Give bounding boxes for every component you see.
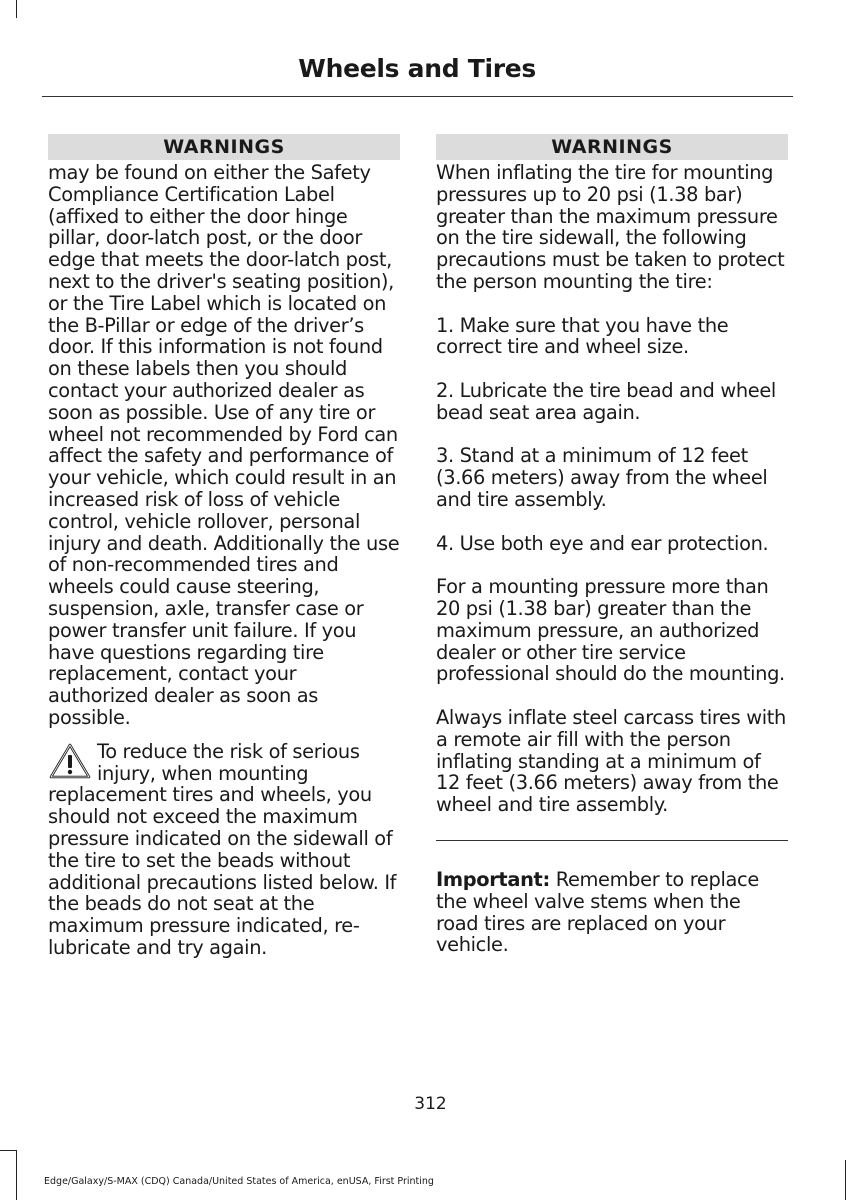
right-column [436, 134, 788, 956]
page-title: Wheels and Tires [298, 54, 536, 83]
warning-triangle-icon [48, 741, 92, 783]
title-rule [42, 96, 793, 97]
list-item: 4. Use both eye and ear protection. [436, 531, 769, 555]
crop-mark [0, 1150, 16, 1151]
important-note [436, 869, 788, 956]
warning-continued-text: may be found on either the Safety Compliance Certification Label (affixed to either the door hinge pillar, door-latch post, or the door edge that meets the door-latch post, next to the driver's seating position), or the Tire Label which is located on the B-Pillar or edge of the driver’s door. If this information is not found on these labels then you should contact your authorized dealer as soon as possible. Use of any tire or wheel not recommended by Ford can affect the safety and performance of your vehicle, which could result in an increased risk of loss of vehicle control, vehicle rollover, personal injury and death. Additionally the use of non-recommended tires and wheels could cause steering, suspension, axle, transfer case or power transfer unit failure. If you have questions regarding tire replacement, contact your authorized dealer as soon as possible. [48, 161, 400, 729]
warnings-heading: WARNINGS [436, 134, 788, 160]
warning-block [48, 741, 400, 959]
inflation-intro: When inflating the tire for mounting pressures up to 20 psi (1.38 bar) greater than the maximum pressure on the tire sidewall, the following precautions must be taken to protect the person mounting the tire: [436, 161, 785, 293]
steel-carcass-paragraph: Always inflate steel carcass tires with a remote air fill with the person inflating standing at a minimum of 12 feet (3.66 meters) away from the wheel and tire assembly. [436, 705, 786, 817]
separator-rule [436, 840, 788, 841]
crop-mark [845, 1160, 846, 1200]
warning-text: To reduce the risk of serious injury, when mounting replacement tires and wheels, you should not exceed the maximum pressure indicated on the sidewall of the tire to set the beads without additional precautions listed below. If the beads do not seat at the maximum pressure indicated, re-lubricate and try again. [48, 739, 397, 959]
important-label: Important: [436, 867, 550, 891]
list-item: 1. Make sure that you have the correct tire and wheel size. [436, 313, 729, 359]
list-item: 2. Lubricate the tire bead and wheel bead seat area again. [436, 378, 776, 424]
edition-footer: Edge/Galaxy/S-MAX (CDQ) Canada/United States of America, enUSA, First Printing [44, 1176, 434, 1187]
important-text: Remember to replace the wheel valve stems when the road tires are replaced on your vehicle. [436, 867, 759, 957]
list-item: 3. Stand at a minimum of 12 feet (3.66 meters) away from the wheel and tire assembly. [436, 444, 768, 511]
page-number: 312 [414, 1094, 447, 1114]
mounting-pressure-paragraph: For a mounting pressure more than 20 psi (1.38 bar) greater than the maximum pressure, an authorized dealer or other tire service professional should do the mounting. [436, 575, 785, 686]
crop-mark [16, 0, 17, 18]
left-column [48, 134, 400, 959]
crop-mark [16, 1150, 17, 1200]
warnings-heading: WARNINGS [48, 134, 400, 160]
